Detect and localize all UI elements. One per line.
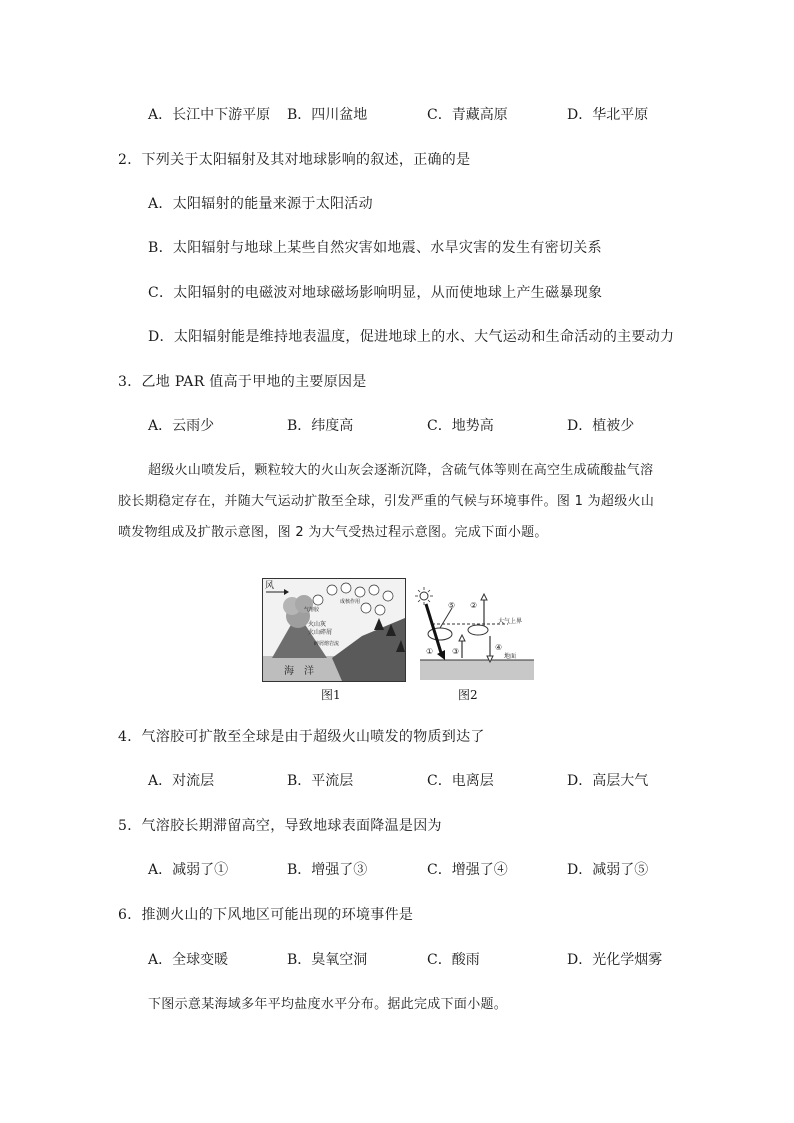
q1-option-c: C．青藏高原	[427, 107, 508, 123]
q2-option-b: B．太阳辐射与地球上某些自然灾害如地震、水旱灾害的发生有密切关系	[148, 240, 602, 256]
q2-option-c: C．太阳辐射的电磁波对地球磁场影响明显，从而使地球上产生磁暴现象	[148, 285, 603, 301]
q6-option-c: C．酸雨	[427, 952, 480, 968]
q4-option-c: C．电离层	[427, 773, 494, 789]
figure-2-atmosphere-heating	[412, 578, 534, 682]
fig2-label-2: ②	[470, 601, 478, 610]
q4-stem: 4．气溶胶可扩散至全球是由于超级火山喷发的物质到达了	[118, 729, 485, 745]
fig1-debris-label: 火山碎屑	[308, 629, 333, 636]
q3-option-a: A．云雨少	[148, 418, 215, 434]
q5-option-b: B．增强了③	[287, 862, 368, 878]
q2-option-d: D．太阳辐射能是维持地表温度，促进地球上的水、大气运动和生命活动的主要动力	[148, 329, 675, 345]
figure-2-caption: 图2	[458, 688, 478, 702]
q4-option-d: D．高层大气	[567, 773, 649, 789]
q1-option-a: A．长江中下游平原	[148, 107, 271, 123]
q5-option-d: D．减弱了⑤	[567, 862, 649, 878]
q5-option-c: C．增强了④	[427, 862, 508, 878]
fig1-ocean-label: 海 洋	[284, 666, 314, 677]
q3-stem: 3．乙地 PAR 值高于甲地的主要原因是	[118, 374, 367, 390]
q3-option-c: C．地势高	[427, 418, 494, 434]
q3-option-b: B．纬度高	[287, 418, 354, 434]
q6-stem: 6．推测火山的下风地区可能出现的环境事件是	[118, 907, 414, 923]
q3-option-d: D．植被少	[567, 418, 635, 434]
fig1-wind-label: 风	[265, 581, 275, 591]
fig2-label-3: ③	[452, 647, 460, 656]
q2-stem: 2．下列关于太阳辐射及其对地球影响的叙述，正确的是	[118, 152, 471, 168]
fig1-reaction-label: 成核作用	[340, 599, 361, 605]
q2-option-a: A．太阳辐射的能量来源于太阳活动	[148, 196, 373, 212]
q5-stem: 5．气溶胶长期滞留高空，导致地球表面降温是因为	[118, 818, 442, 834]
q4-option-b: B．平流层	[287, 773, 354, 789]
outro-text: 下图示意某海域多年平均盐度水平分布。据此完成下面小题。	[148, 997, 508, 1012]
figure-1-volcano	[262, 578, 406, 682]
fig1-ash-label: 火山灰	[308, 621, 327, 628]
figure-1-caption: 图1	[321, 688, 341, 702]
q6-option-a: A．全球变暖	[148, 952, 229, 968]
fig2-label-1: ①	[426, 647, 434, 656]
q5-option-a: A．减弱了①	[148, 862, 229, 878]
q4-option-a: A．对流层	[148, 773, 215, 789]
q1-option-b: B．四川盆地	[287, 107, 368, 123]
intro-line-1: 超级火山喷发后，颗粒较大的火山灰会逐渐沉降，含硫气体等则在高空生成硫酸盐气溶	[148, 463, 654, 478]
fig2-label-5: ⑤	[448, 601, 456, 610]
fig1-lava-label: 碎屑熔岩流	[314, 641, 340, 647]
fig2-label-4: ④	[495, 643, 503, 652]
intro-line-3: 喷发物组成及扩散示意图，图 2 为大气受热过程示意图。完成下面小题。	[118, 525, 548, 540]
fig1-aerosol-label: 气溶胶	[304, 607, 320, 613]
fig2-top-label: 大气上界	[498, 618, 523, 625]
fig2-ground-label: 地面	[504, 653, 517, 660]
q6-option-b: B．臭氧空洞	[287, 952, 368, 968]
q1-option-d: D．华北平原	[567, 107, 649, 123]
q6-option-d: D．光化学烟雾	[567, 952, 663, 968]
intro-line-2: 胶长期稳定存在，并随大气运动扩散至全球，引发严重的气候与环境事件。图 1 为超级火山	[118, 494, 655, 509]
